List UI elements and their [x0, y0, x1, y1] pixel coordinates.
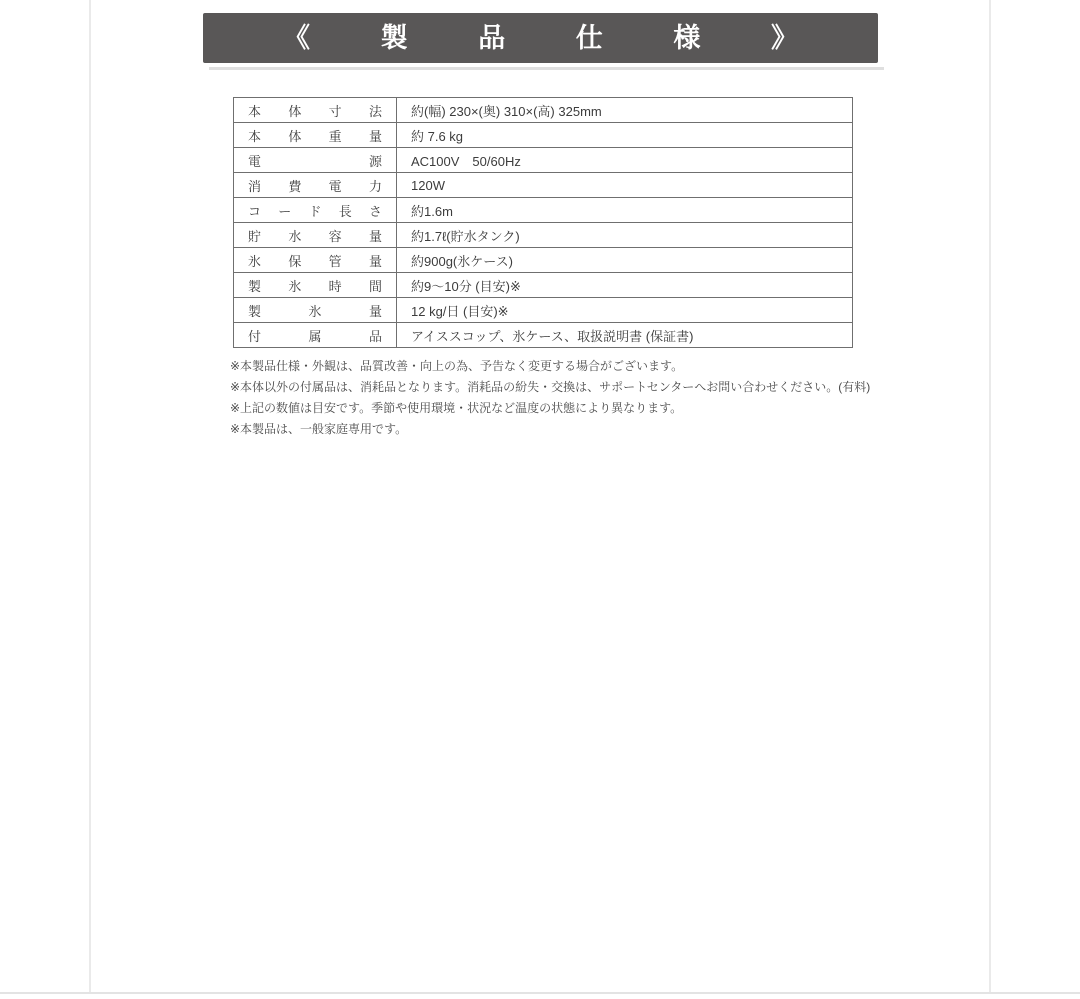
spec-value: 約1.6m [397, 198, 853, 223]
spec-row [234, 273, 853, 298]
spec-label: 本体重量 [234, 123, 397, 148]
spec-row [234, 173, 853, 198]
spec-label: 消費電力 [234, 173, 397, 198]
spec-value: 約(幅) 230×(奥) 310×(高) 325mm [397, 98, 853, 123]
spec-row [234, 123, 853, 148]
spec-label: 電源 [234, 148, 397, 173]
spec-value: アイススコップ、氷ケース、取扱説明書 (保証書) [397, 323, 853, 348]
spec-label: 氷保管量 [234, 248, 397, 273]
spec-label: 付属品 [234, 323, 397, 348]
footnote-line: ※上記の数値は目安です。季節や使用環境・状況など温度の状態により異なります。 [230, 401, 683, 415]
title-char: 仕 [575, 23, 603, 53]
spec-row [234, 198, 853, 223]
spec-row [234, 248, 853, 273]
spec-value: 約1.7ℓ(貯水タンク) [397, 223, 853, 248]
page-bottom-line [0, 992, 1080, 994]
spec-row [234, 148, 853, 173]
spec-value: 120W [397, 173, 853, 198]
title-char: 様 [673, 23, 701, 53]
spec-label: コード長さ [234, 198, 397, 223]
spec-value: 約900g(氷ケース) [397, 248, 853, 273]
spec-value: AC100V 50/60Hz [397, 148, 853, 173]
spec-row [234, 323, 853, 348]
footnotes [230, 356, 870, 440]
footnote-line: ※本製品仕様・外観は、品質改善・向上の為、予告なく変更する場合がございます。 [230, 359, 684, 373]
title-char: 品 [478, 23, 506, 53]
spec-row [234, 298, 853, 323]
section-header-product-specs [203, 13, 878, 63]
footnote-line: ※本製品は、一般家庭専用です。 [230, 422, 408, 436]
spec-value: 12 kg/日 (目安)※ [397, 298, 853, 323]
title-char: 》 [770, 23, 798, 53]
spec-label: 本体寸法 [234, 98, 397, 123]
page-edge-right-line [989, 0, 991, 992]
spec-value: 約9〜10分 (目安)※ [397, 273, 853, 298]
title-char: 製 [380, 23, 408, 53]
title-char: 《 [283, 23, 310, 53]
spec-table [233, 97, 853, 348]
spec-row [234, 223, 853, 248]
spec-row [234, 98, 853, 123]
footnote-line: ※本体以外の付属品は、消耗品となります。消耗品の紛失・交換は、サポートセンターへお問い合わせください。(有料) [230, 380, 871, 394]
spec-label: 製氷時間 [234, 273, 397, 298]
page-edge-left-line [89, 0, 91, 992]
spec-label: 製氷量 [234, 298, 397, 323]
spec-label: 貯水容量 [234, 223, 397, 248]
spec-value: 約 7.6 kg [397, 123, 853, 148]
